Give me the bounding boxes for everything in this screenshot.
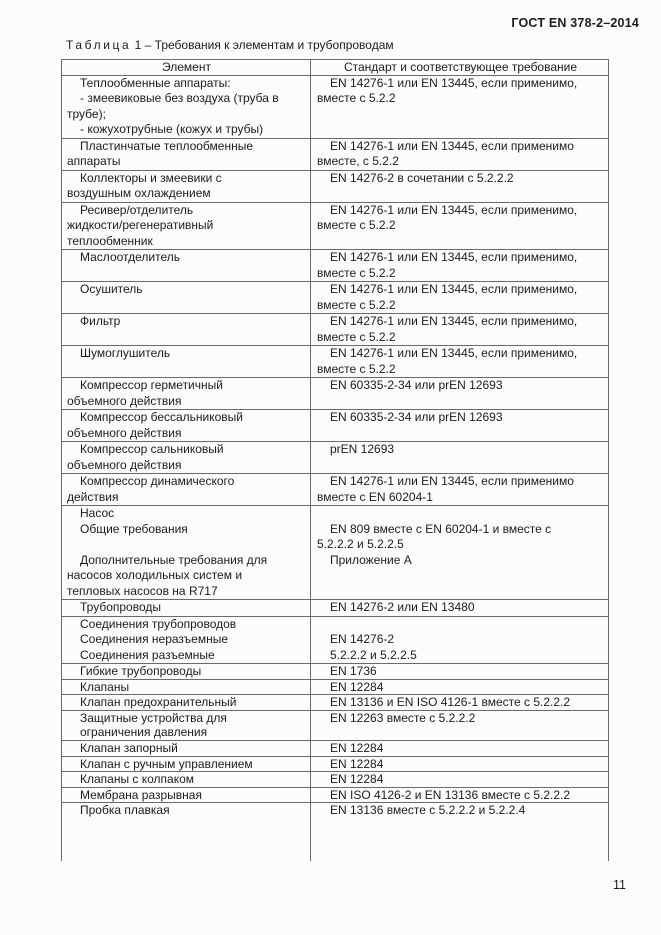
table-row [61, 711, 609, 741]
caption-label: Таблица [66, 38, 132, 52]
standard-line: EN 14276-1 или EN 13445, если применимо, [330, 346, 578, 360]
caption-number: 1 [134, 38, 142, 52]
table-row [61, 171, 609, 203]
standard-line: вместе с 5.2.2 [317, 91, 396, 105]
element-cell [61, 203, 310, 250]
standard-line: EN 13136 вместе с 5.2.2.2 и 5.2.2.4 [330, 803, 526, 818]
standard-line: EN 13136 и EN ISO 4126-1 вместе с 5.2.2.2 [330, 695, 571, 710]
standard-line: 5.2.2.2 и 5.2.2.5 [317, 537, 404, 551]
element-cell [61, 741, 310, 756]
empty-standard-cell [310, 818, 609, 861]
standard-line: EN 14276-1 или EN 13445, если применимо, [330, 250, 578, 264]
standard-cell [310, 410, 609, 441]
element-cell [61, 474, 310, 505]
empty-element-cell [61, 818, 310, 861]
table-row [61, 506, 609, 600]
page-number: 11 [613, 878, 626, 892]
element-line: Трубопроводы [80, 600, 161, 614]
element-line: объемного действия [67, 425, 182, 440]
standard-line: EN 14276-2 в сочетании с 5.2.2.2 [330, 170, 514, 185]
element-cell [61, 282, 310, 313]
element-line: Клапан запорный [80, 740, 178, 755]
element-cell [61, 346, 310, 377]
element-line: Шумоглушитель [80, 346, 171, 360]
table-caption [66, 38, 394, 52]
standard-line: EN 14276-1 или EN 13445, если применимо, [330, 75, 578, 90]
element-line: Компрессор бессальниковый [80, 410, 244, 424]
element-cell [61, 803, 310, 818]
table-row [61, 757, 609, 773]
standard-line: вместе с 5.2.2 [317, 329, 396, 344]
standard-cell [310, 695, 609, 710]
element-line: жидкости/регенеративный [67, 218, 214, 232]
standard-cell [310, 314, 609, 345]
element-line: Защитные устройства для [80, 710, 227, 725]
element-line: Общие требования [80, 521, 188, 536]
element-cell [61, 772, 310, 787]
element-line: объемного действия [67, 457, 182, 472]
table-empty-space [61, 818, 609, 861]
element-line: Пластинчатые теплообменные [80, 138, 254, 153]
table-row [61, 788, 609, 804]
element-line: Клапан с ручным управлением [80, 756, 253, 771]
table-header-row [61, 59, 609, 76]
standard-cell [310, 203, 609, 250]
element-cell [61, 76, 310, 138]
table-row [61, 803, 609, 818]
standard-line: EN 12284 [330, 679, 384, 694]
standard-cell [310, 617, 609, 664]
element-line: - змеевиковые без воздуха (труба в [80, 91, 279, 105]
element-cell [61, 695, 310, 710]
standard-line: вместе с 5.2.2 [317, 265, 396, 280]
table-row [61, 695, 609, 711]
table-row [61, 664, 609, 680]
element-cell [61, 410, 310, 441]
table-row [61, 250, 609, 282]
standard-cell [310, 772, 609, 787]
requirements-table [61, 59, 609, 861]
element-line: Теплообменные аппараты: [80, 75, 231, 90]
element-cell [61, 788, 310, 803]
element-line: Клапаны с колпаком [80, 772, 195, 787]
element-line: воздушным охлаждением [67, 186, 211, 200]
element-cell [61, 250, 310, 281]
standard-cell [310, 76, 609, 138]
element-line: трубе); [67, 106, 106, 121]
element-line: Насос [80, 506, 115, 520]
standard-cell [310, 378, 609, 409]
caption-dash: – [144, 38, 152, 52]
element-line: тепловых насосов на R717 [67, 583, 218, 598]
element-cell [61, 600, 310, 616]
standard-cell [310, 757, 609, 772]
table-row [61, 410, 609, 442]
element-line: аппараты [67, 154, 121, 168]
element-line: насосов холодильных систем и [67, 568, 243, 582]
standard-cell [310, 680, 609, 695]
standard-cell [310, 171, 609, 202]
caption-title: Требования к элементам и трубопроводам [154, 38, 394, 52]
element-cell [61, 442, 310, 473]
standard-line: EN 14276-1 или EN 13445, если применимо [330, 138, 574, 153]
table-row [61, 378, 609, 410]
element-cell [61, 506, 310, 599]
element-line: Маслоотделитель [80, 250, 180, 264]
standard-cell [310, 506, 609, 599]
standard-line: EN 12284 [330, 740, 384, 755]
standard-line: EN 12284 [330, 756, 384, 771]
standard-cell [310, 741, 609, 756]
element-cell [61, 378, 310, 409]
element-cell [61, 139, 310, 170]
standard-line: вместе, с 5.2.2 [317, 154, 399, 168]
table-row [61, 442, 609, 474]
standard-line: EN 14276-1 или EN 13445, если применимо, [330, 282, 578, 296]
standard-line: 5.2.2.2 и 5.2.2.5 [330, 647, 417, 662]
standard-cell [310, 711, 609, 740]
element-line: Мембрана разрывная [80, 787, 202, 802]
standard-line: EN 12284 [330, 772, 384, 787]
standard-line: EN 14276-2 или EN 13480 [330, 600, 475, 614]
element-line: Осушитель [80, 282, 143, 296]
standard-line: prEN 12693 [330, 442, 395, 456]
standard-line: EN 14276-1 или EN 13445, если применимо [330, 474, 574, 488]
element-cell [61, 171, 310, 202]
standard-line: EN 12263 вместе с 5.2.2.2 [330, 710, 476, 725]
standard-cell [310, 474, 609, 505]
table-row [61, 314, 609, 346]
element-line: теплообменник [67, 233, 153, 248]
standard-cell [310, 803, 609, 818]
standard-line: вместе с 5.2.2 [317, 297, 396, 312]
standard-line: вместе с EN 60204-1 [317, 489, 433, 504]
element-line: Компрессор динамического [80, 474, 235, 488]
element-cell [61, 711, 310, 740]
standard-line: вместе с 5.2.2 [317, 361, 396, 376]
element-line [67, 537, 306, 553]
standard-line: Приложение А [330, 552, 412, 567]
header-standard: Стандарт и соответствующее требование [310, 60, 609, 75]
standard-cell [310, 442, 609, 473]
table-row [61, 772, 609, 788]
standard-cell [310, 250, 609, 281]
element-line: Соединения разъемные [80, 647, 215, 662]
standard-line: EN 14276-1 или EN 13445, если применимо, [330, 314, 578, 328]
standard-cell [310, 282, 609, 313]
element-line: Клапан предохранительный [80, 695, 237, 710]
standard-line [317, 506, 604, 522]
element-line: - кожухотрубные (кожух и трубы) [80, 122, 264, 136]
element-line: объемного действия [67, 393, 182, 408]
table-row [61, 139, 609, 171]
standard-cell [310, 600, 609, 616]
table-row [61, 474, 609, 506]
element-line: ограничения давления [80, 725, 208, 740]
element-line: действия [67, 489, 119, 504]
standard-cell [310, 664, 609, 679]
header-element: Элемент [61, 60, 310, 75]
table-row [61, 346, 609, 378]
element-line: Фильтр [80, 314, 121, 328]
table-row [61, 741, 609, 757]
standard-line: EN 809 вместе с EN 60204-1 и вместе с [330, 521, 552, 536]
table-row [61, 600, 609, 617]
standard-line: EN ISO 4126-2 и EN 13136 вместе с 5.2.2.2 [330, 787, 571, 802]
element-line: Пробка плавкая [80, 803, 170, 818]
element-cell [61, 617, 310, 664]
element-line: Соединения неразъемные [80, 632, 229, 646]
standard-line: EN 14276-2 [330, 632, 395, 646]
element-cell [61, 757, 310, 772]
standard-line: EN 1736 [330, 664, 377, 678]
table-row [61, 282, 609, 314]
element-cell [61, 314, 310, 345]
standard-line: EN 60335-2-34 или prEN 12693 [330, 378, 503, 392]
standard-cell [310, 139, 609, 170]
standard-cell [310, 346, 609, 377]
element-line: Ресивер/отделитель [80, 202, 194, 217]
table-row [61, 203, 609, 251]
standard-line [317, 617, 604, 633]
element-cell [61, 680, 310, 695]
element-line: Компрессор герметичный [80, 378, 223, 392]
standard-line: EN 14276-1 или EN 13445, если применимо, [330, 202, 578, 217]
element-line: Гибкие трубопроводы [80, 664, 202, 678]
element-line: Коллекторы и змеевики с [80, 170, 222, 185]
element-cell [61, 664, 310, 679]
element-line: Компрессор сальниковый [80, 442, 224, 456]
element-line: Соединения трубопроводов [80, 616, 237, 631]
standard-line: вместе с 5.2.2 [317, 218, 396, 232]
table-row [61, 617, 609, 665]
table-body [61, 76, 609, 818]
element-line: Дополнительные требования для [80, 552, 268, 567]
table-row [61, 680, 609, 696]
document-code: ГОСТ EN 378-2–2014 [511, 16, 639, 30]
element-line: Клапаны [80, 679, 130, 694]
standard-line: EN 60335-2-34 или prEN 12693 [330, 410, 503, 424]
standard-cell [310, 788, 609, 803]
table-row [61, 76, 609, 139]
